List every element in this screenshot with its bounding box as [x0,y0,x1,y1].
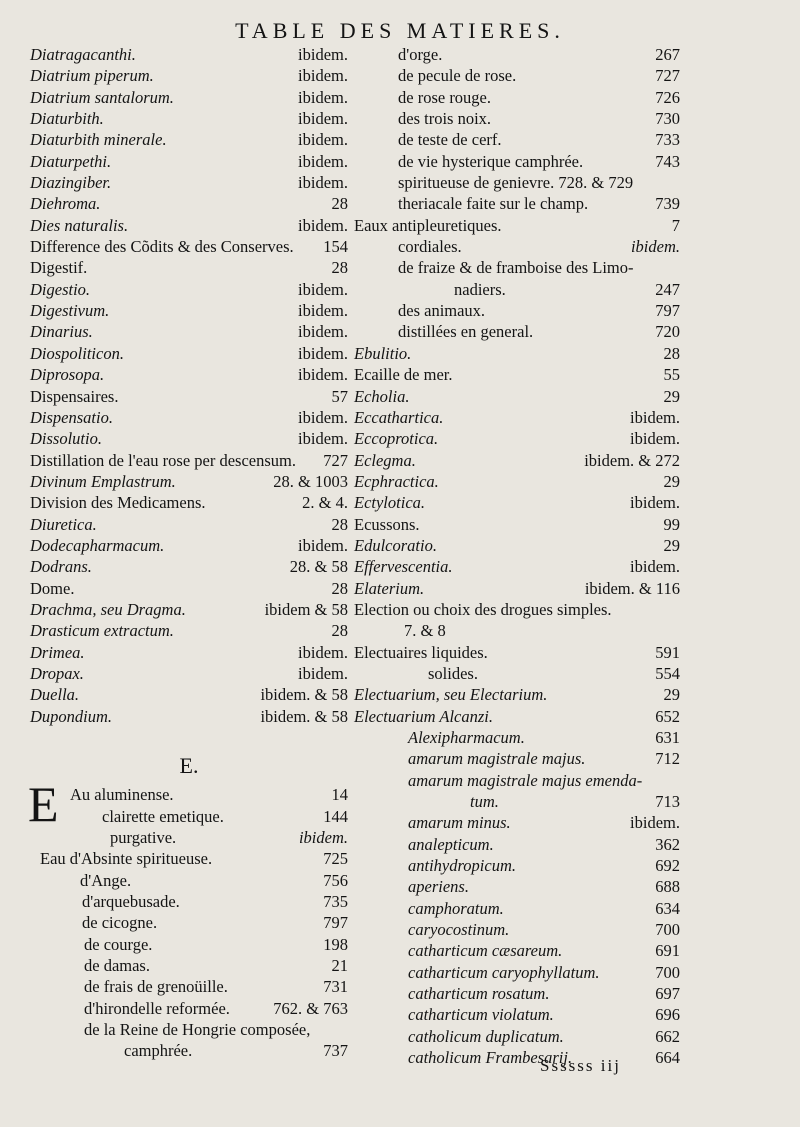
index-entry [30,65,348,86]
entry-term: Dinarius. [30,322,93,342]
index-entry [30,471,348,492]
entry-term: tum. [470,792,499,812]
entry-page: ibidem. [298,130,348,150]
entry-term: Dropax. [30,663,84,683]
index-entry [354,87,680,108]
entry-term: Eaux antipleuretiques. [354,215,502,235]
index-entry [30,642,348,663]
entry-term: Diatragacanthi. [30,45,136,64]
entry-page: 591 [655,642,680,662]
d-entries [30,44,348,727]
entry-page: 733 [655,130,680,150]
index-entry [354,876,680,897]
index-entry [30,193,348,214]
entry-page: 247 [655,279,680,299]
entry-term: de frais de grenoüille. [84,977,228,997]
entry-page: 28 [331,621,348,641]
entry-page: 688 [655,877,680,897]
entry-term: camphoratum. [408,898,504,918]
index-entry [354,919,680,940]
index-entry [354,620,680,641]
entry-page: 743 [655,151,680,171]
entry-page: 697 [655,984,680,1004]
entry-page: 99 [663,514,680,534]
entry-page: 727 [323,450,348,470]
entry-page: ibidem. & 58 [260,685,348,705]
entry-page: 652 [655,706,680,726]
index-entry [354,364,680,385]
index-entry [354,386,680,407]
entry-page: ibidem. [298,279,348,299]
entry-page: 7 [671,215,680,235]
entry-page: 28. & 58 [289,557,348,577]
spacer [30,727,348,748]
entry-term: amarum magistrale majus. [408,749,586,769]
index-entry [354,343,680,364]
index-entry [30,535,348,556]
index-entry [354,65,680,86]
index-entry [30,1040,348,1061]
entry-page: ibidem. [298,151,348,171]
entry-page: 267 [655,45,680,64]
index-entry [354,962,680,983]
index-entry [30,257,348,278]
entry-term: catharticum violatum. [408,1005,554,1025]
entry-page: 631 [655,728,680,747]
entry-term: Elaterium. [354,578,425,598]
index-entry [30,129,348,150]
entry-term: catharticum rosatum. [408,984,550,1004]
index-entry [354,855,680,876]
entry-term: Duella. [30,685,80,705]
index-entry [30,870,348,891]
entry-term: Eau d'Absinte spiritueuse. [40,849,213,869]
entry-term: caryocostinum. [408,920,510,940]
index-entry [354,492,680,513]
index-entry [354,151,680,172]
entry-page: 28 [331,578,348,598]
index-entry [30,578,348,599]
entry-term: d'arquebusade. [82,892,180,912]
entry-term: de fraize & de framboise des Limo- [398,258,634,278]
index-entry [354,1026,680,1047]
entry-page: 797 [323,913,348,933]
entry-page: ibidem. [298,66,348,86]
entry-page: ibidem. [630,557,680,577]
entry-page: ibidem. [298,45,348,64]
entry-term: Dodecapharmacum. [30,535,165,555]
entry-page: ibidem. [630,813,680,833]
index-entry [354,428,680,449]
entry-term: Distillation de l'eau rose per descensum. [30,450,296,470]
entry-page: ibidem. [630,237,680,257]
index-entry [30,386,348,407]
entry-term: spiritueuse de genievre. 728. & 729 [398,173,634,193]
entry-page: 726 [655,87,680,107]
entry-term: Eccathartica. [354,407,444,427]
index-entry [354,834,680,855]
entry-page: 554 [655,663,680,683]
entry-page: 2. & 4. [302,493,348,513]
index-entry [30,300,348,321]
entry-term: Diehroma. [30,194,101,214]
entry-page: 691 [655,941,680,961]
entry-page: ibidem. & 116 [584,578,680,598]
entry-page: 712 [655,749,680,769]
entry-term: catharticum cæsareum. [408,941,563,961]
drop-cap: E [28,776,59,833]
entry-page: 720 [655,322,680,342]
entry-term: purgative. [110,828,177,848]
index-entry [354,108,680,129]
entry-page: 28 [331,258,348,278]
index-entry [30,556,348,577]
entry-term: Dispensatio. [30,407,113,427]
index-entry [30,827,348,848]
entry-page: 28. & 1003 [273,471,348,491]
index-entry [30,976,348,997]
entry-page: 28 [331,514,348,534]
entry-page: ibidem. [298,343,348,363]
index-entry [354,663,680,684]
entry-page: ibidem. [298,173,348,193]
entry-term: Digestif. [30,258,88,278]
entry-page: 727 [655,66,680,86]
entry-term: catholicum Frambesarij. [408,1048,573,1068]
entry-page: ibidem. [298,642,348,662]
entry-term: camphrée. [124,1041,193,1061]
index-entry [354,983,680,1004]
entry-term: Digestio. [30,279,91,299]
entry-page: 664 [655,1048,680,1068]
entry-term: Drimea. [30,642,85,662]
page-title: TABLE DES MATIERES. [235,18,565,43]
entry-page: 29 [663,471,680,491]
entry-term: Eccoprotica. [354,429,439,449]
index-entry [354,791,680,812]
entry-page: 696 [655,1005,680,1025]
entry-term: Dodrans. [30,557,92,577]
index-entry [30,806,348,827]
index-entry [354,450,680,471]
index-entry [354,215,680,236]
entry-term: Eclegma. [354,450,416,470]
entry-page: ibidem. [298,301,348,321]
entry-page: ibidem & 58 [264,599,348,619]
index-entry [354,940,680,961]
index-entry [30,684,348,705]
entry-term: Ebulitio. [354,343,412,363]
entry-page: 55 [663,365,680,385]
entry-page: ibidem. [630,407,680,427]
entry-term: clairette emetique. [102,806,224,826]
index-entry [354,642,680,663]
index-entry [30,663,348,684]
entry-page: ibidem. [298,365,348,385]
entry-page: ibidem. [298,87,348,107]
entry-page: ibidem. [298,109,348,129]
index-entry [354,471,680,492]
entry-term: Ecaille de mer. [354,365,453,385]
entry-page: 29 [663,535,680,555]
index-entry [30,279,348,300]
entry-page: 21 [331,956,348,976]
entry-term: d'Ange. [80,870,132,890]
index-entry [354,556,680,577]
entry-term: solides. [428,663,478,683]
section-heading-e: E. [179,753,199,779]
entry-term: Diaturpethi. [30,151,112,171]
entry-term: de pecule de rose. [398,66,517,86]
entry-term: aperiens. [408,877,469,897]
entry-page: 700 [655,962,680,982]
index-entry [30,215,348,236]
entry-term: 7. & 8 [404,621,446,641]
entry-term: d'orge. [398,45,443,64]
entry-page: ibidem. [298,535,348,555]
index-entry [30,236,348,257]
index-entry [30,514,348,535]
entry-term: Diuretica. [30,514,97,534]
entry-term: Electuarium Alcanzi. [354,706,494,726]
index-entry [30,1019,348,1040]
index-entry [30,848,348,869]
entry-term: catholicum duplicatum. [408,1026,564,1046]
index-entry [354,684,680,705]
entry-term: Diaturbith minerale. [30,130,167,150]
entry-term: Diatrium piperum. [30,66,154,86]
entry-term: Drasticum extractum. [30,621,174,641]
entry-page: 29 [663,386,680,406]
entry-page: ibidem. & 58 [260,706,348,726]
entry-term: de courge. [84,934,153,954]
entry-page: ibidem. [298,663,348,683]
entry-term: Diaturbith. [30,109,104,129]
entry-page: 154 [323,237,348,257]
entry-page: ibidem. [298,322,348,342]
entry-term: amarum minus. [408,813,511,833]
entry-term: Diospoliticon. [30,343,124,363]
entry-term: de la Reine de Hongrie composée, [84,1020,311,1040]
entry-page: 198 [323,934,348,954]
signature-mark: Ssssss iij [540,1056,621,1075]
entry-page: 28 [663,343,680,363]
entry-page: 692 [655,856,680,876]
entry-term: Effervescentia. [354,557,453,577]
entry-page: 14 [331,785,348,805]
index-entry [354,172,680,193]
entry-term: Ecphractica. [354,471,439,491]
entry-term: theriacale faite sur le champ. [398,194,589,214]
index-entry [30,364,348,385]
entry-page: 797 [655,301,680,321]
entry-term: Echolia. [354,386,410,406]
entry-page: ibidem. [298,429,348,449]
index-entry [354,812,680,833]
index-entry [354,1047,680,1068]
index-entry [30,172,348,193]
entry-page: 762. & 763 [273,998,348,1018]
entry-term: Dupondium. [30,706,113,726]
entry-page: 700 [655,920,680,940]
entry-term: des animaux. [398,301,486,321]
index-entry [354,321,680,342]
index-entry [354,599,680,620]
entry-page: 713 [655,792,680,812]
entry-term: amarum magistrale majus emenda- [408,770,643,790]
entry-term: nadiers. [454,279,506,299]
index-entry [30,321,348,342]
entry-page: ibidem. [298,215,348,235]
index-entry [354,407,680,428]
e-entries [28,776,348,1061]
entry-term: des trois noix. [398,109,492,129]
index-entry [30,87,348,108]
entry-page: 57 [331,386,348,406]
index-entry [30,934,348,955]
entry-page: ibidem. & 272 [584,450,680,470]
entry-term: d'hirondelle reformée. [84,998,230,1018]
entry-term: Divinum Emplastrum. [30,471,176,491]
entry-term: analepticum. [408,834,494,854]
index-entry [30,620,348,641]
entry-term: Dies naturalis. [30,215,129,235]
entry-page: 735 [323,892,348,912]
index-entry [354,193,680,214]
entry-term: Drachma, seu Dragma. [30,599,186,619]
index-entry [30,492,348,513]
entry-term: Diprosopa. [30,365,105,385]
index-entry [354,770,680,791]
entry-term: Dispensaires. [30,386,119,406]
index-entry [354,129,680,150]
entry-term: catharticum caryophyllatum. [408,962,600,982]
entry-term: Electuarium, seu Electarium. [354,685,548,705]
entry-page: 725 [323,849,348,869]
entry-page: 634 [655,898,680,918]
entry-term: Difference des Cõdits & des Conserves. [30,237,294,257]
entry-page: 737 [323,1041,348,1061]
entry-term: de cicogne. [82,913,158,933]
entry-page: 362 [655,834,680,854]
index-entry [30,407,348,428]
entry-term: Alexipharmacum. [408,728,525,747]
entry-term: antihydropicum. [408,856,516,876]
entry-term: Electuaires liquides. [354,642,488,662]
index-entry [354,514,680,535]
entry-term: Dome. [30,578,75,598]
index-entry [354,1004,680,1025]
entry-page: ibidem. [630,493,680,513]
entry-term: cordiales. [398,237,462,257]
entry-term: de damas. [84,956,150,976]
entry-term: Au aluminense. [70,785,174,805]
entry-term: de rose rouge. [398,87,492,107]
entry-term: Election ou choix des drogues simples. [354,599,612,619]
index-entry [30,955,348,976]
index-entry [30,44,348,65]
entry-page: ibidem. [630,429,680,449]
index-entry [30,998,348,1019]
entry-page: 756 [323,870,348,890]
entry-page: ibidem. [298,407,348,427]
index-entry [354,279,680,300]
left-column [30,44,348,1062]
index-entry [354,898,680,919]
entry-page: ibidem. [298,828,348,848]
index-entry [30,428,348,449]
index-entry [354,727,680,748]
index-entry [30,151,348,172]
entry-term: Diazingiber. [30,173,112,193]
entry-page: 144 [323,806,348,826]
entry-page: 662 [655,1026,680,1046]
entry-term: Division des Medicamens. [30,493,206,513]
entry-page: 28 [331,194,348,214]
index-entry [354,535,680,556]
entry-page: 739 [655,194,680,214]
index-entry [30,108,348,129]
index-entry [30,706,348,727]
index-entry [354,706,680,727]
index-entry [354,44,680,65]
entry-term: Ectylotica. [354,493,426,513]
index-entry [354,748,680,769]
entry-page: 730 [655,109,680,129]
index-entry [30,912,348,933]
entry-term: de teste de cerf. [398,130,502,150]
index-entry [30,599,348,620]
index-entry [354,578,680,599]
entry-page: 731 [323,977,348,997]
index-entry [30,343,348,364]
entry-page: 29 [663,685,680,705]
index-entry [30,891,348,912]
index-entry [354,257,680,278]
entry-term: Dissolutio. [30,429,102,449]
right-column [354,44,680,1069]
entry-term: Diatrium santalorum. [30,87,174,107]
entry-term: Ecussons. [354,514,420,534]
index-entry [354,236,680,257]
index-entry [30,450,348,471]
entry-term: de vie hysterique camphrée. [398,151,584,171]
entry-term: Digestivum. [30,301,110,321]
entry-term: Edulcoratio. [354,535,437,555]
index-entry [30,784,348,805]
entry-term: distillées en general. [398,322,534,342]
index-entry [354,300,680,321]
